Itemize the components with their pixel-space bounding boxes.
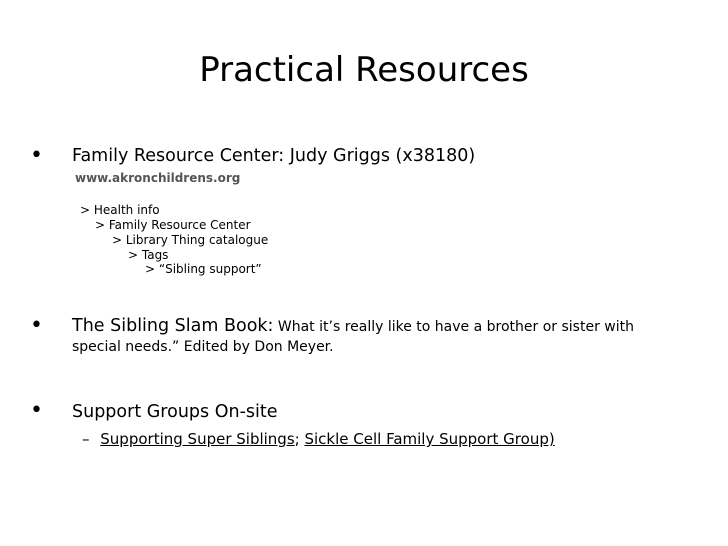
bullet-2: • <box>30 313 43 338</box>
path-step-5: > “Sibling support” <box>145 262 262 276</box>
path-step-3: > Library Thing catalogue <box>112 233 269 247</box>
support-groups-line: Support Groups On-site <box>72 402 278 422</box>
bullet-3: • <box>30 398 43 423</box>
sibling-slam-book-line <box>72 314 634 338</box>
support-groups-sublist <box>82 428 555 450</box>
path-step-2: > Family Resource Center <box>95 218 251 232</box>
sub-dash: – <box>82 430 90 448</box>
link-separator: ; <box>294 430 305 448</box>
book-subtitle-part1: What it’s really like to have a brother or sister with <box>273 319 634 335</box>
path-step-1: > Health info <box>80 203 160 217</box>
family-resource-center-line: Family Resource Center: Judy Griggs (x38180) <box>72 146 476 166</box>
sickle-cell-support-link[interactable]: Sickle Cell Family Support Group) <box>304 430 555 448</box>
book-subtitle-part2: special needs.” Edited by Don Meyer. <box>72 339 334 355</box>
supporting-super-siblings-link[interactable]: Supporting Super Siblings <box>100 430 295 448</box>
website-url[interactable]: www.akronchildrens.org <box>75 171 241 185</box>
bullet-1: • <box>30 143 43 168</box>
book-title: The Sibling Slam Book: <box>72 316 274 336</box>
path-step-4: > Tags <box>128 248 169 262</box>
slide-title: Practical Resources <box>199 50 529 90</box>
